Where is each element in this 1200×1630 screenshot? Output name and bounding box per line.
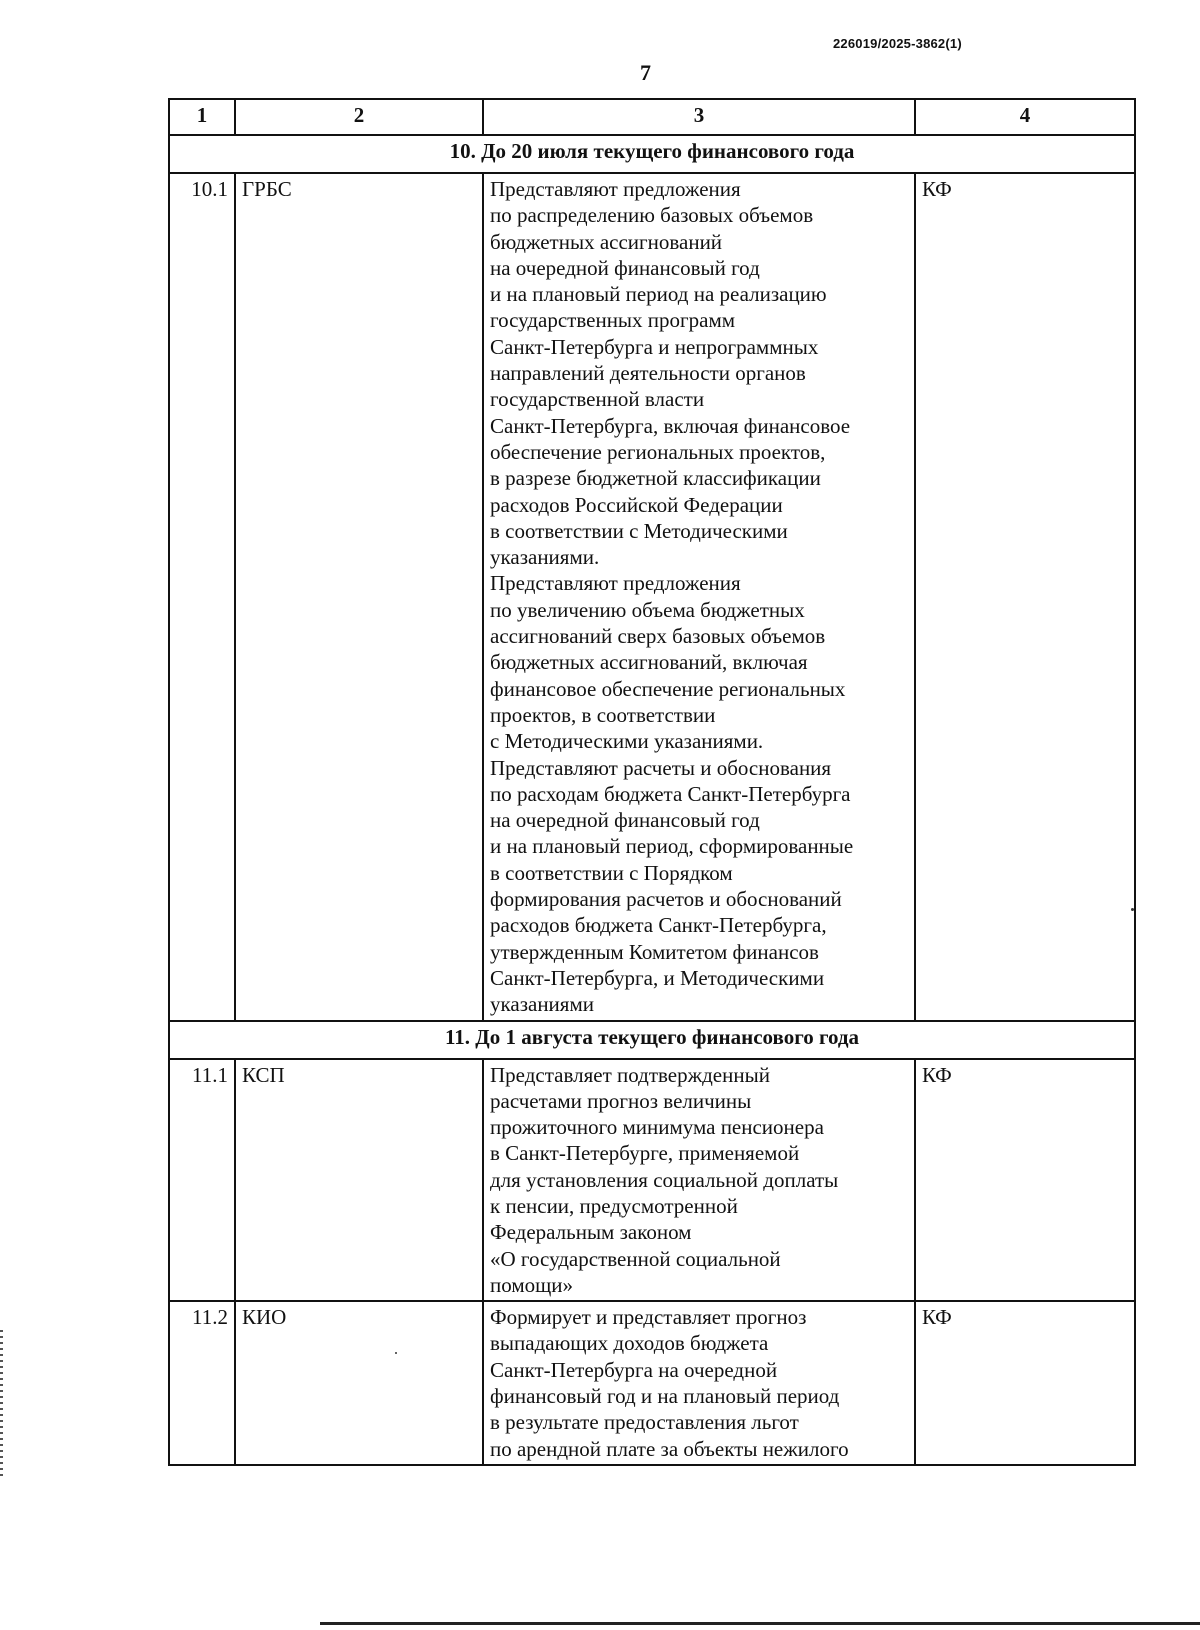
description-line: «О государственной социальной [490,1246,781,1271]
description-line: помощи» [490,1272,574,1297]
description-line: финансовое обеспечение региональных [490,676,846,701]
section-header-row [169,1021,1135,1059]
row-executor: ГРБС [235,173,483,1021]
description-line: Представляет подтвержденный [490,1062,770,1087]
description-line: финансовый год и на плановый период [490,1384,840,1409]
row-number: 10.1 [169,173,235,1021]
section-title-11: 11. До 1 августа текущего финансового года [169,1021,1135,1059]
description-line: по распределению базовых объемов [490,203,814,228]
row-description [483,1301,915,1465]
description-line: по арендной плате за объекты нежилого [490,1436,849,1461]
row-recipient: КФ [915,1059,1135,1302]
scan-speck [395,1352,397,1354]
scan-margin-mark [0,1330,3,1480]
description-line: и на плановый период на реализацию [490,282,827,307]
description-line: Формирует и представляет прогноз [490,1305,807,1330]
description-line: в соответствии с Методическими [490,518,788,543]
row-number: 11.1 [169,1059,235,1302]
description-line: Представляют расчеты и обоснования [490,755,832,780]
description-line: Представляют предложения [490,177,741,201]
table-row [169,1301,1135,1465]
description-line: направлений деятельности органов [490,361,806,386]
description-line: формирования расчетов и обоснований [490,887,842,912]
section-header-row [169,135,1135,173]
description-line: по увеличению объема бюджетных [490,597,805,622]
row-executor: КИО [235,1301,483,1465]
description-line: на очередной финансовый год [490,255,760,280]
description-line: и на плановый период, сформированные [490,834,854,859]
description-line: ассигнований сверх базовых объемов [490,624,826,649]
description-line: для установления социальной доплаты [490,1167,839,1192]
row-description [483,1059,915,1302]
description-line: обеспечение региональных проектов, [490,439,826,464]
description-line: с Методическими указаниями. [490,729,764,754]
column-header-3: 3 [483,99,915,135]
column-header-2: 2 [235,99,483,135]
description-line: Санкт-Петербурга и непрограммных [490,334,819,359]
page-number: 7 [640,60,651,85]
description-line: в разрезе бюджетной классификации [490,466,821,491]
description-line: на очередной финансовый год [490,808,760,833]
description-line: прожиточного минимума пенсионера [490,1115,824,1140]
section-title-10: 10. До 20 июля текущего финансового года [169,135,1135,173]
description-line: указаниями. [490,545,600,570]
description-line: к пенсии, предусмотренной [490,1193,738,1218]
description-line: государственных программ [490,308,736,333]
description-line: Санкт-Петербурга, и Методическими [490,965,825,990]
description-line: проектов, в соответствии [490,702,716,727]
description-line: указаниями [490,992,594,1017]
description-line: бюджетных ассигнований [490,229,723,254]
description-line: в соответствии с Порядком [490,860,733,885]
row-recipient: КФ [915,1301,1135,1465]
description-line: расходов Российской Федерации [490,492,783,517]
description-line: бюджетных ассигнований, включая [490,650,808,675]
description-line: в результате предоставления льгот [490,1410,799,1435]
description-line: Представляют предложения [490,571,741,596]
description-line: по расходам бюджета Санкт-Петербурга [490,781,851,806]
description-line: утвержденным Комитетом финансов [490,939,819,964]
row-number: 11.2 [169,1301,235,1465]
table-row [169,1059,1135,1302]
description-line: Санкт-Петербурга, включая финансовое [490,413,851,438]
scan-bottom-edge [320,1622,1200,1625]
description-line: выпадающих доходов бюджета [490,1331,769,1356]
column-header-1: 1 [169,99,235,135]
description-line: расчетами прогноз величины [490,1088,752,1113]
description-line: расходов бюджета Санкт-Петербурга, [490,913,827,938]
table-row [169,173,1135,1021]
scan-speck [1131,908,1134,911]
row-description [483,173,915,1021]
description-line: в Санкт-Петербурге, применяемой [490,1141,800,1166]
column-header-4: 4 [915,99,1135,135]
document-registration-number: 226019/2025-3862(1) [833,36,962,51]
description-line: Федеральным законом [490,1220,692,1245]
budget-schedule-table [168,98,1136,1466]
row-executor: КСП [235,1059,483,1302]
column-number-header-row [169,99,1135,135]
description-line: Санкт-Петербурга на очередной [490,1357,778,1382]
row-recipient: КФ [915,173,1135,1021]
description-line: государственной власти [490,387,705,412]
